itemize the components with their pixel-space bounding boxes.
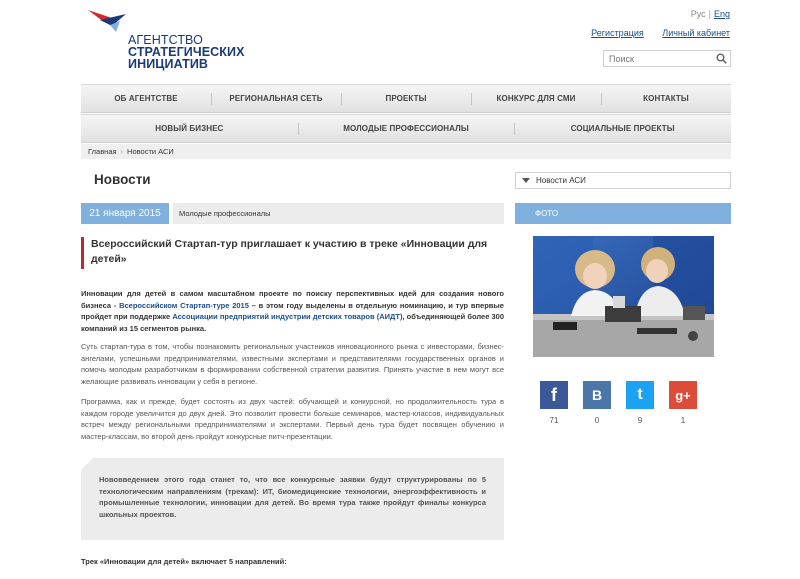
photo-section-header: ФОТО — [515, 203, 731, 224]
dropdown-label: Новости АСИ — [536, 176, 586, 185]
lang-ru[interactable]: Рус — [690, 9, 706, 19]
logo-line-1: АГЕНТСТВО — [128, 33, 203, 47]
menu-item-contacts[interactable]: КОНТАКТЫ — [601, 85, 731, 112]
article-tag-link[interactable]: Молодые профессионалы — [179, 209, 271, 218]
track-intro: Трек «Инновации для детей» включает 5 направлений: — [81, 557, 287, 566]
logo-line-3: ИНИЦИАТИВ — [128, 57, 209, 71]
lead-text-1: Инновации для детей в самом масштабном проекте по поиску перспективных идей для создания нового бизнеса - — [81, 289, 504, 310]
breadcrumb-arrow-icon: › — [120, 147, 124, 156]
startup-tour-link[interactable]: Всероссийском Стартап-туре 2015 — [119, 300, 249, 310]
menu-item-young-professionals[interactable]: МОЛОДЫЕ ПРОФЕССИОНАЛЫ — [298, 115, 515, 142]
share-count: 71 — [549, 416, 559, 425]
menu-item-projects[interactable]: ПРОЕКТЫ — [341, 85, 471, 112]
language-switch — [691, 9, 730, 19]
google-plus-icon[interactable]: g+ — [669, 381, 697, 409]
lead-text-3: , объединяющей более 300 компаний из 15 сегментов рынка. — [81, 312, 504, 333]
quote-corner — [81, 458, 93, 470]
menu-item-about[interactable]: ОБ АГЕНТСТВЕ — [114, 94, 178, 103]
facebook-icon[interactable]: f — [540, 381, 568, 409]
lead-text-2: – в этом году выделены в отдельную номинацию, и тур впервые пройдет при поддержке — [81, 300, 504, 321]
aidt-link[interactable]: Ассоциации предприятий индустрии детских товаров (АИДТ) — [172, 312, 403, 321]
vkontakte-icon[interactable]: B — [583, 381, 611, 409]
news-category-dropdown[interactable] — [515, 172, 731, 189]
account-links — [575, 28, 730, 38]
quote-text: Нововведением этого года станет то, что все конкурсные заявки будут структурированы по 5 технологическим направлениям (трекам): ИТ, биомедицинские технологии, энергоэффективность и промышленные технологии, инновации для детей. Во время тура также пройдут финалы конкурса школьных проектов. — [99, 475, 486, 519]
menu-item-regional-network[interactable]: РЕГИОНАЛЬНАЯ СЕТЬ — [211, 85, 341, 112]
menu-item-social-projects[interactable]: СОЦИАЛЬНЫЕ ПРОЕКТЫ — [514, 115, 731, 142]
triangle-down-icon — [522, 178, 530, 183]
share-count: 0 — [594, 416, 600, 425]
lang-en[interactable]: Eng — [713, 9, 730, 19]
share-count: 1 — [680, 416, 686, 425]
twitter-icon[interactable]: t — [626, 381, 654, 409]
asi-logo[interactable] — [86, 8, 266, 72]
register-link[interactable]: Регистрация — [591, 28, 644, 38]
article-quote — [81, 458, 504, 540]
logo-line-2: СТРАТЕГИЧЕСКИХ — [128, 45, 245, 59]
article-paragraph-2: Суть стартап-тура в том, чтобы познакомить региональных участников инновационного рынка с инвесторами, бизнес-ангелами, успешными предпринимателями, известными экспертами и представителями государственных органов и помочь молодым разработчикам в формировании собственной стратегии развития. Принять участие в нем могут все желающие развивать инновации у себя в регионе. — [81, 342, 504, 386]
share-google-plus[interactable] — [669, 381, 697, 425]
main-menu — [81, 84, 731, 113]
share-twitter[interactable] — [626, 381, 654, 425]
menu-item-new-business[interactable]: НОВЫЙ БИЗНЕС — [155, 124, 224, 133]
search-box — [603, 50, 731, 67]
article-date: 21 января 2015 — [81, 203, 169, 224]
article-headline: Всероссийский Стартап-тур приглашает к участию в треке «Инновации для детей» — [81, 237, 504, 269]
article-photo[interactable] — [533, 236, 714, 357]
search-input[interactable] — [604, 51, 709, 66]
menu-item-media-contest[interactable]: КОНКУРС ДЛЯ СМИ — [471, 85, 601, 112]
lang-separator: | — [708, 9, 711, 19]
logo-mark-icon — [86, 8, 130, 34]
article-lead — [81, 288, 504, 334]
share-facebook[interactable] — [540, 381, 568, 425]
article-tag — [173, 203, 504, 224]
secondary-menu — [81, 114, 731, 143]
breadcrumb-home[interactable]: Главная — [88, 147, 117, 156]
social-share-buttons — [540, 381, 712, 425]
share-vkontakte[interactable] — [583, 381, 611, 425]
children-lab-photo — [533, 236, 714, 357]
breadcrumb-current: Новости АСИ — [127, 147, 174, 156]
personal-cabinet-link[interactable]: Личный кабинет — [662, 28, 730, 38]
share-count: 9 — [637, 416, 643, 425]
search-icon[interactable] — [716, 53, 727, 64]
article-paragraph-3: Программа, как и прежде, будет состоять из двух частей: обучающей и конкурсной, но продолжительность тура в каждом городе увеличится до двух дней. Это позволит провести больше семинаров, мастер-классов, индивидуальных встреч между региональными предпринимателями и экспертами. Первый день тура будет посвящен обучению и мастер-классам, во второй день пройдут конкурсные питч-презентации. — [81, 397, 504, 441]
breadcrumb — [81, 144, 731, 159]
page-title: Новости — [94, 172, 151, 187]
